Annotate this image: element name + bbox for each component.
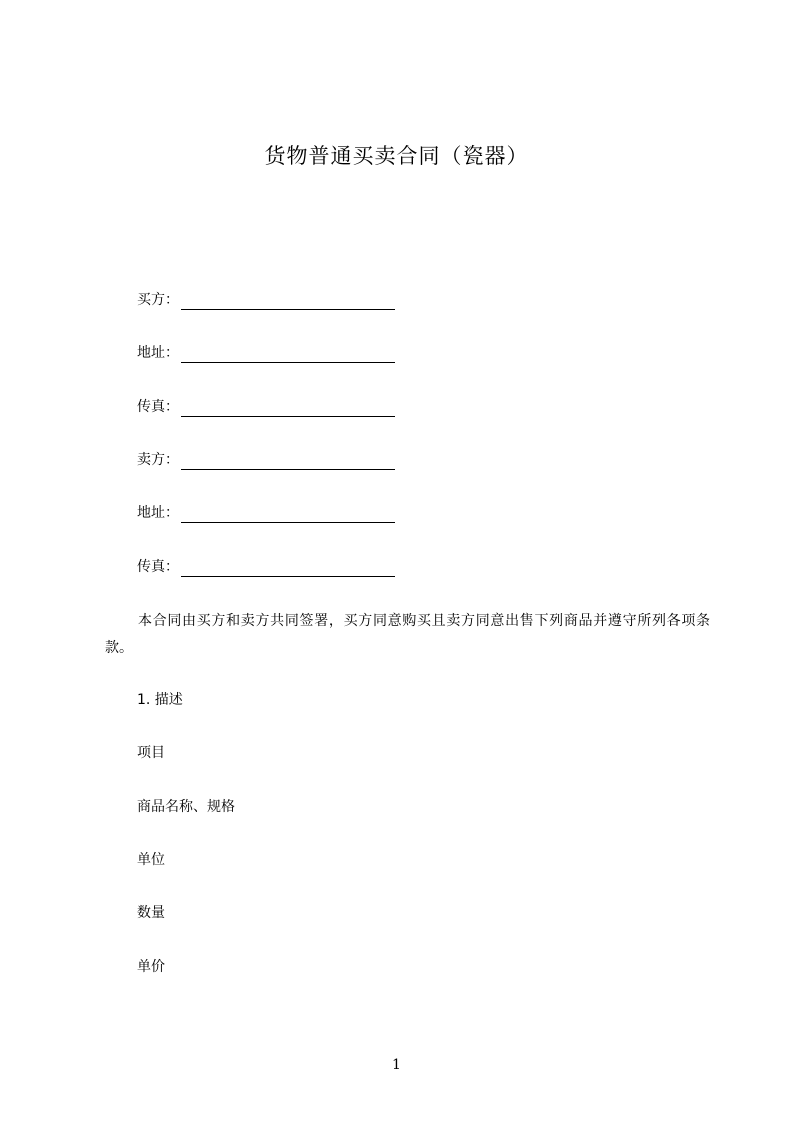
buyer-address-blank-line [181,348,395,363]
item-quantity: 数量 [137,905,165,921]
buyer-blank-line [181,295,395,310]
buyer-fax-label: 传真： [137,399,179,415]
buyer-fax-blank-line [181,402,395,417]
page-number: 1 [392,1057,401,1073]
buyer-fax-field [137,397,395,417]
buyer-label: 买方： [137,292,179,308]
section-heading: 1. 描述 [137,692,183,708]
seller-fax-blank-line [181,562,395,577]
buyer-address-label: 地址： [137,345,179,361]
item-unit: 单位 [137,852,165,868]
buyer-field [137,290,395,310]
item-project: 项目 [137,745,165,761]
seller-label: 卖方： [137,452,179,468]
seller-address-label: 地址： [137,505,179,521]
seller-field [137,450,395,470]
seller-address-blank-line [181,508,395,523]
item-product-name-spec: 商品名称、规格 [137,799,235,815]
seller-fax-field [137,557,395,577]
item-unit-price: 单价 [137,959,165,975]
document-title: 货物普通买卖合同（瓷器） [264,144,529,168]
seller-address-field [137,503,395,523]
buyer-address-field [137,343,395,363]
intro-paragraph: 本合同由买方和卖方共同签署，买方同意购买且卖方同意出售下列商品并遵守所列各项条款。 [105,613,710,656]
seller-blank-line [181,455,395,470]
seller-fax-label: 传真： [137,559,179,575]
